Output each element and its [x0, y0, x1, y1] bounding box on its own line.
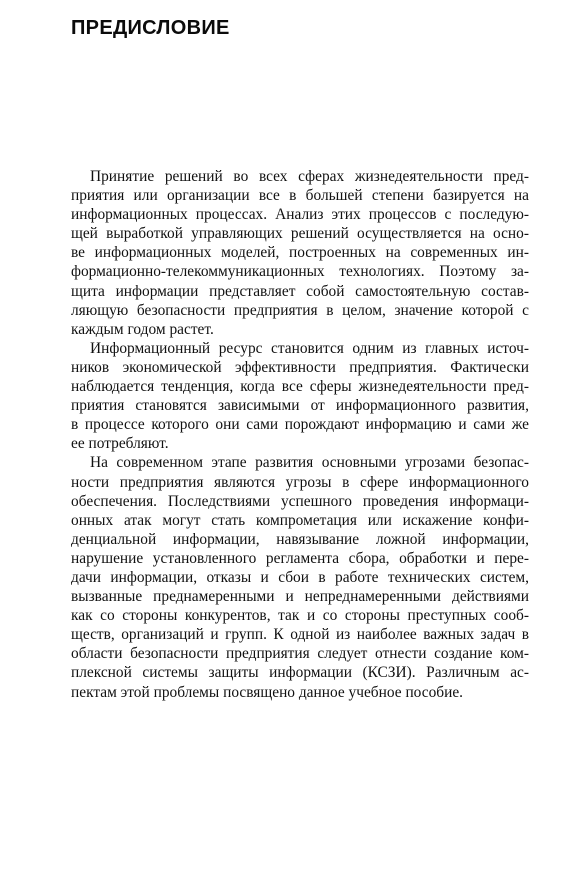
section-heading: ПРЕДИСЛОВИЕ: [71, 17, 230, 39]
paragraph: [71, 167, 529, 339]
text-line: приятия или организации все в большей степени базируется на: [71, 187, 529, 205]
text-line: области безопасности предприятия следует отнести создание ком-: [71, 645, 529, 663]
text-line: как со стороны конкурентов, так и со стороны преступных сооб-: [71, 607, 529, 625]
text-line: ников экономической эффективности предприятия. Фактически: [71, 358, 529, 376]
text-line: обеспечения. Последствиями успешного проведения информаци-: [71, 492, 529, 510]
text-line: нарушение установленного регламента сбора, обработки и пере-: [71, 549, 529, 567]
text-line: ее потребляют.: [71, 435, 169, 453]
text-line: наблюдается тенденция, когда все сферы жизнедеятельности пред-: [71, 378, 529, 396]
text-line: в процессе которого они сами порождают информацию и сами же: [71, 416, 529, 434]
body-text: [71, 167, 529, 702]
text-line: дачи информации, отказы и сбои в работе технических систем,: [71, 568, 529, 586]
text-line: денциальной информации, навязывание ложной информации,: [71, 530, 529, 548]
text-line: приятия становятся зависимыми от информационного развития,: [71, 397, 529, 415]
text-line: щей выработкой управляющих решений осуществляется на осно-: [71, 225, 529, 243]
text-line: каждым годом растет.: [71, 320, 214, 338]
text-line: ности предприятия являются угрозы в сфере информационного: [71, 473, 529, 491]
paragraph: [71, 339, 529, 454]
text-line: онных атак могут стать компрометация или искажение конфи-: [71, 511, 529, 529]
paragraph: [71, 453, 529, 701]
text-line: формационно-телекоммуникационных технологиях. Поэтому за-: [71, 263, 529, 281]
text-line: щита информации представляет собой самостоятельную состав-: [71, 282, 529, 300]
text-line: Принятие решений во всех сферах жизнедеятельности пред-: [90, 168, 529, 185]
text-line: пектам этой проблемы посвящено данное учебное пособие.: [71, 683, 464, 701]
text-line: вызванные преднамеренными и непреднамеренными действиями: [71, 588, 529, 606]
text-line: На современном этапе развития основными угрозами безопас-: [90, 454, 529, 472]
text-line: плексной системы защиты информации (КСЗИ). Различным ас-: [71, 664, 529, 682]
text-line: информационных процессах. Анализ этих процессов с последую-: [71, 206, 529, 224]
text-line: Информационный ресурс становится одним из главных источ-: [90, 339, 529, 357]
text-line: ществ, организаций и групп. К одной из наиболее важных задач в: [71, 626, 529, 644]
text-line: ве информационных моделей, построенных на современных ин-: [71, 244, 529, 262]
text-line: ляющую безопасности предприятия в целом, значение которой с: [71, 301, 529, 319]
